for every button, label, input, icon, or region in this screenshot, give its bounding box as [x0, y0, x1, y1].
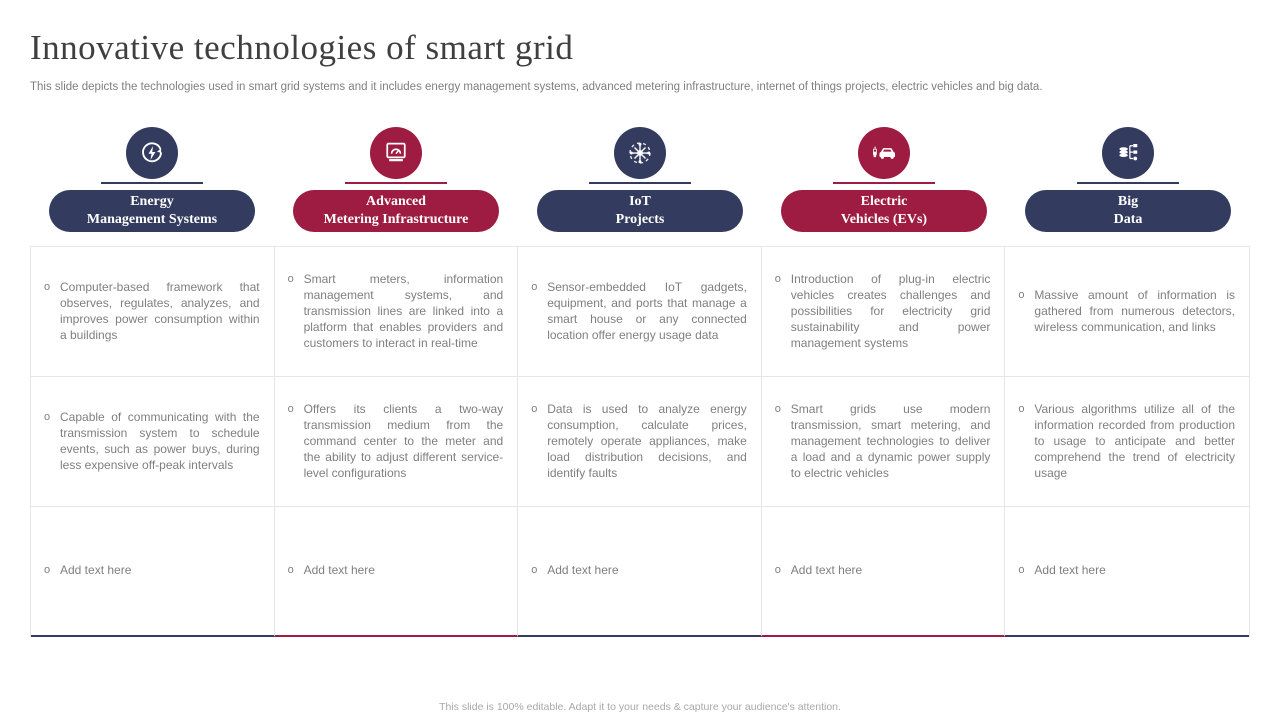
- placeholder-text[interactable]: Add text here: [1034, 563, 1106, 578]
- bullet-marker: o: [44, 564, 51, 577]
- table-cell-metering-row2: [275, 377, 519, 507]
- pill-electric-vehicles: [781, 190, 987, 232]
- energy-management-icon: [126, 127, 178, 179]
- column-header-advanced-metering: [274, 127, 518, 232]
- column-headers: [30, 127, 1250, 232]
- pill-advanced-metering: [293, 190, 499, 232]
- pill-label-line2: Projects: [615, 212, 665, 228]
- placeholder-text[interactable]: Add text here: [790, 563, 863, 578]
- placeholder-cell-iot[interactable]: [518, 507, 762, 637]
- table-cell-bigdata-row1: [1005, 247, 1249, 377]
- bullet-marker: o: [1018, 564, 1025, 577]
- bullet-marker: o: [774, 272, 781, 285]
- pill-label-line1: IoT: [629, 194, 651, 209]
- bullet-marker: o: [287, 272, 294, 285]
- pill-label-line2: Vehicles (EVs): [840, 212, 928, 228]
- pill-label-line1: Electric: [860, 194, 908, 209]
- column-header-big-data: [1006, 127, 1250, 232]
- header-underline: [589, 182, 691, 184]
- bullet-marker: o: [774, 564, 781, 577]
- cell-text: Computer-based framework that observes, regulates, analyzes, and improves power consumption within a buildings: [60, 279, 260, 342]
- pill-label-line2: Metering Infrastructure: [323, 212, 469, 228]
- table-cell-ev-row1: [762, 247, 1006, 377]
- cell-text: Data is used to analyze energy consumption, calculate prices, remotely operate appliances, make load distribution decisions, and identify faults: [547, 401, 747, 480]
- cell-text: Massive amount of information is gathered from numerous detectors, wireless communication, and links: [1034, 287, 1235, 334]
- slide-content: [30, 28, 1250, 637]
- cell-text: Smart meters, information management systems, and transmission lines are linked into a platform that enables providers and customers to interact in real-time: [303, 271, 504, 350]
- header-underline: [101, 182, 203, 184]
- placeholder-cell-energy[interactable]: [31, 507, 275, 637]
- table-cell-iot-row2: [518, 377, 762, 507]
- table-cell-iot-row1: [518, 247, 762, 377]
- pill-label-line1: Energy: [130, 194, 174, 209]
- page-subtitle: This slide depicts the technologies used in smart grid systems and it includes energy management systems, advanced metering infrastructure, internet of things projects, electric vehicles and big data.: [30, 81, 1043, 93]
- header-underline: [833, 182, 935, 184]
- bullet-marker: o: [287, 564, 294, 577]
- iot-network-icon: [614, 127, 666, 179]
- placeholder-cell-metering[interactable]: [275, 507, 519, 637]
- pill-label-line1: Advanced: [366, 194, 426, 209]
- bullet-marker: o: [1018, 288, 1025, 301]
- content-table: [30, 246, 1250, 637]
- cell-text: Introduction of plug-in electric vehicles creates challenges and possibilities for electricity grid sustainability and power management systems: [790, 271, 991, 350]
- table-cell-energy-row1: [31, 247, 275, 377]
- page-title: Innovative technologies of smart grid: [30, 28, 574, 67]
- smart-meter-icon: [370, 127, 422, 179]
- placeholder-cell-bigdata[interactable]: [1005, 507, 1249, 637]
- pill-label-line1: Big: [1117, 194, 1139, 209]
- bullet-marker: o: [531, 280, 538, 293]
- bullet-marker: o: [531, 564, 538, 577]
- header-underline: [345, 182, 447, 184]
- cell-text: Smart grids use modern transmission, smart metering, and management technologies to deliver a load and a dynamic power supply to electric vehicles: [790, 401, 991, 480]
- bullet-marker: o: [531, 402, 538, 415]
- table-cell-bigdata-row2: [1005, 377, 1249, 507]
- pill-big-data: [1025, 190, 1231, 232]
- pill-label-line2: Management Systems: [86, 212, 218, 228]
- bullet-marker: o: [287, 402, 294, 415]
- placeholder-text[interactable]: Add text here: [303, 563, 375, 578]
- column-header-electric-vehicles: [762, 127, 1006, 232]
- bullet-marker: o: [1018, 402, 1025, 415]
- table-cell-ev-row2: [762, 377, 1006, 507]
- placeholder-text[interactable]: Add text here: [547, 563, 619, 578]
- pill-label-line2: Data: [1113, 212, 1143, 228]
- cell-text: Capable of communicating with the transmission system to schedule events, such as power buys, during less expensive off-peak intervals: [60, 409, 260, 472]
- cell-text: Sensor-embedded IoT gadgets, equipment, and ports that manage a smart house or any connected location offer energy usage data: [547, 279, 747, 342]
- placeholder-text[interactable]: Add text here: [60, 563, 132, 578]
- footer-note: This slide is 100% editable. Adapt it to your needs & capture your audience's attention.: [439, 701, 841, 713]
- big-data-icon: [1102, 127, 1154, 179]
- electric-vehicle-icon: [858, 127, 910, 179]
- header-underline: [1077, 182, 1179, 184]
- bullet-marker: o: [44, 410, 51, 423]
- column-header-energy-management: [30, 127, 274, 232]
- table-cell-metering-row1: [275, 247, 519, 377]
- table-cell-energy-row2: [31, 377, 275, 507]
- column-header-iot-projects: [518, 127, 762, 232]
- placeholder-cell-ev[interactable]: [762, 507, 1006, 637]
- cell-text: Various algorithms utilize all of the information recorded from production to usage to anticipate and better comprehend the trend of electricity usage: [1034, 401, 1235, 480]
- pill-energy-management: [49, 190, 255, 232]
- pill-iot-projects: [537, 190, 743, 232]
- cell-text: Offers its clients a two-way transmission medium from the command center to the meter and the ability to adjust different service-level configurations: [303, 401, 504, 480]
- bullet-marker: o: [44, 280, 51, 293]
- bullet-marker: o: [774, 402, 781, 415]
